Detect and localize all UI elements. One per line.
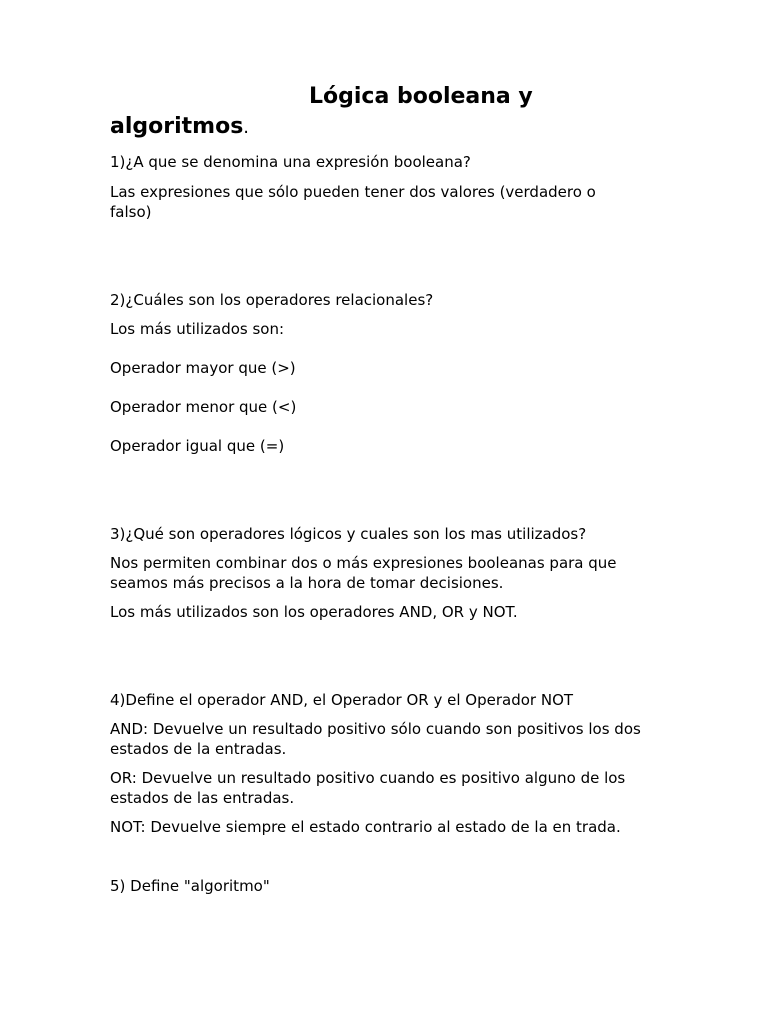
answer-3: Nos permiten combinar dos o más expresiones booleanas para que seamos más precisos a la hora de tomar decisiones. (110, 554, 617, 592)
question-3: 3)¿Qué son operadores lógicos y cuales son los mas utilizados? (110, 525, 587, 543)
question-5: 5) Define "algoritmo" (110, 877, 270, 895)
title-line-2-text: algoritmos (110, 114, 244, 139)
relational-operator-item: Operador igual que (=) (110, 437, 285, 455)
answer-3-operators: Los más utilizados son los operadores AND, OR y NOT. (110, 603, 518, 621)
answer-2-intro: Los más utilizados son: (110, 320, 285, 338)
relational-operator-item: Operador menor que (<) (110, 398, 297, 416)
question-1: 1)¿A que se denomina una expresión booleana? (110, 153, 471, 171)
title-period: . (243, 117, 250, 138)
question-4: 4)Define el operador AND, el Operador OR y el Operador NOT (110, 691, 574, 709)
title-line-2 (110, 112, 670, 143)
relational-operator-item: Operador mayor que (>) (110, 359, 296, 377)
answer-4-and: AND: Devuelve un resultado positivo sólo cuando son positivos los dos estados de la entradas. (110, 720, 641, 758)
question-2: 2)¿Cuáles son los operadores relacionales? (110, 291, 434, 309)
title-line-1: Lógica booleana y (309, 84, 533, 109)
answer-4-not: NOT: Devuelve siempre el estado contrario al estado de la en trada. (110, 818, 621, 836)
answer-4-or: OR: Devuelve un resultado positivo cuando es positivo alguno de los estados de las entradas. (110, 769, 626, 807)
answer-1: Las expresiones que sólo pueden tener dos valores (verdadero o falso) (110, 183, 596, 221)
document-title (110, 82, 670, 143)
